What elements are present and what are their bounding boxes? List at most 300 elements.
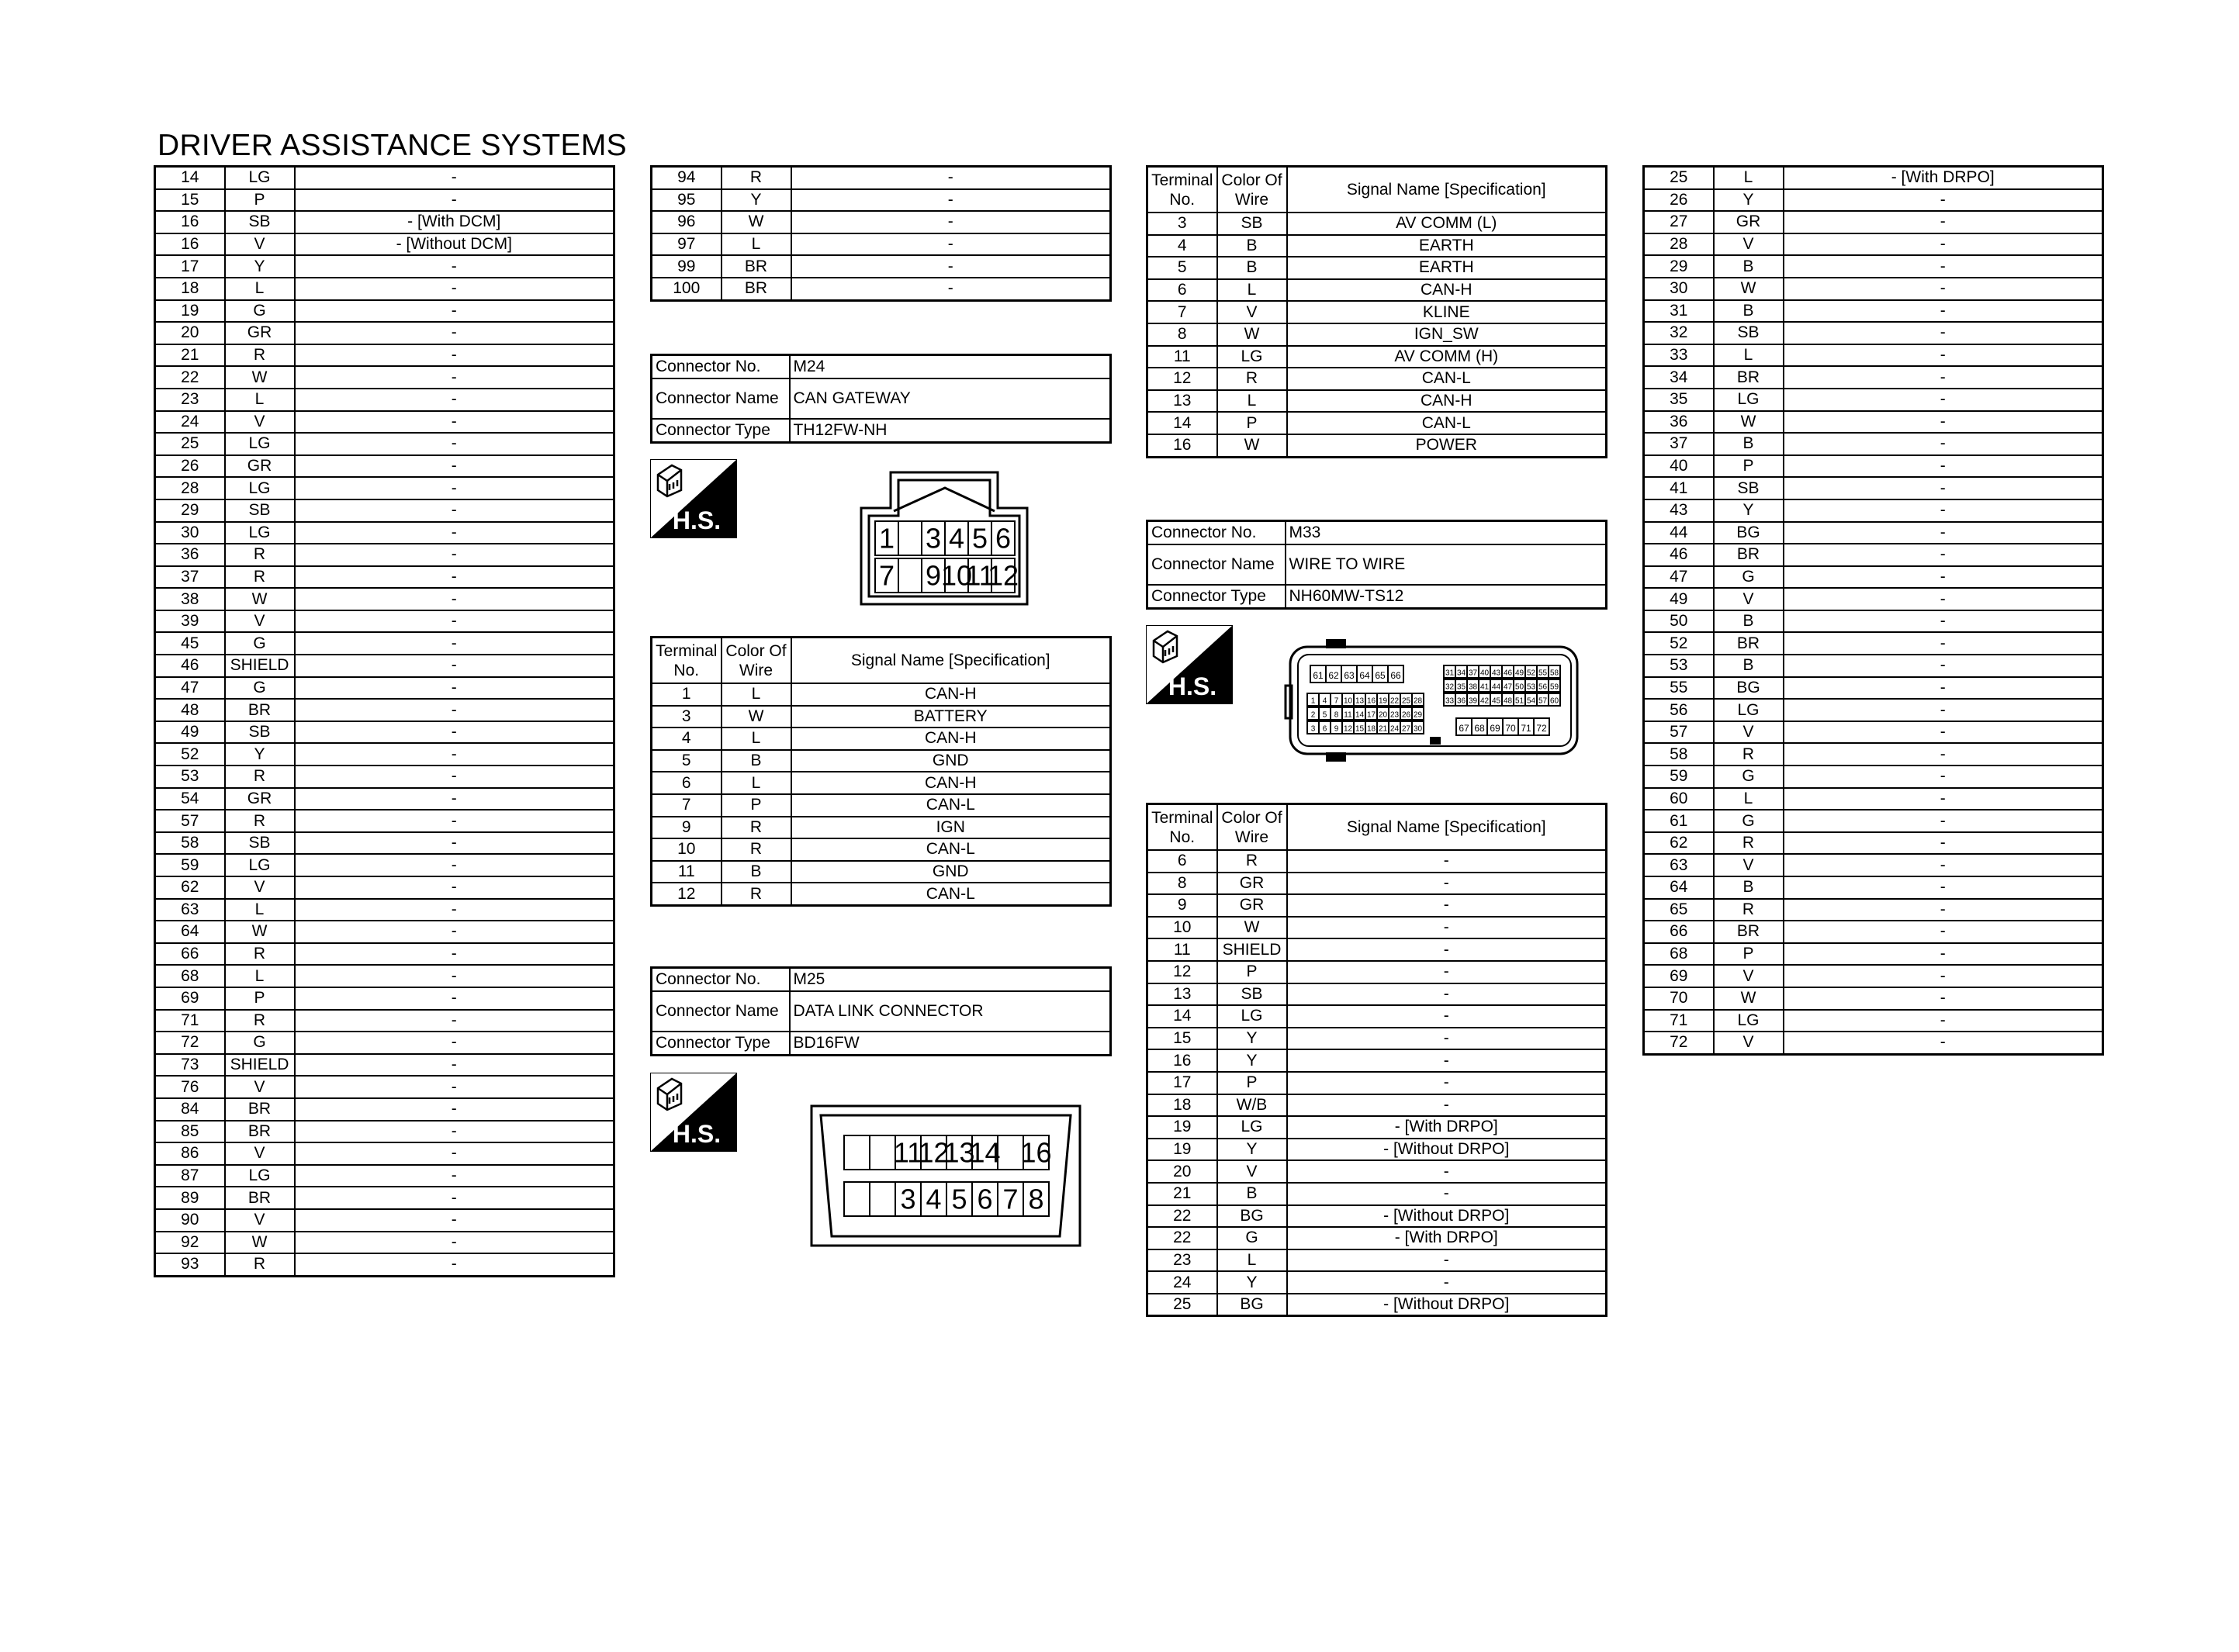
wire-color-cell: L bbox=[1714, 788, 1784, 810]
m24-connector-no: M24 bbox=[790, 355, 1111, 379]
terminal-no-cell: 68 bbox=[155, 965, 225, 987]
wire-color-cell: BG bbox=[1714, 522, 1784, 544]
m33-connector-face-diagram bbox=[1284, 638, 1579, 767]
wire-color-cell: R bbox=[225, 566, 295, 589]
signal-name-cell: CAN-H bbox=[791, 772, 1111, 794]
wire-color-cell: LG bbox=[225, 522, 295, 544]
hs-harness-side-icon bbox=[650, 1073, 737, 1156]
wire-color-cell: V bbox=[1217, 1160, 1287, 1183]
terminal-no-cell: 30 bbox=[1644, 278, 1714, 300]
signal-name-cell: - bbox=[295, 721, 614, 744]
terminal-no-cell: 16 bbox=[1147, 434, 1217, 457]
signal-name-cell: - bbox=[295, 788, 614, 810]
signal-name-cell: - bbox=[295, 411, 614, 434]
wire-color-cell: LG bbox=[225, 167, 295, 189]
m33-pin-label: 1 bbox=[1310, 696, 1316, 706]
wire-color-cell: BG bbox=[1714, 677, 1784, 700]
signal-name-cell: - bbox=[295, 1209, 614, 1232]
table-row bbox=[1147, 850, 1607, 873]
signal-name-cell: - [Without DRPO] bbox=[1287, 1205, 1607, 1228]
wire-color-cell: B bbox=[1217, 257, 1287, 279]
table-row bbox=[652, 189, 1111, 212]
connector-no-label: Connector No. bbox=[652, 355, 790, 379]
wire-color-cell: LG bbox=[1217, 346, 1287, 368]
wire-color-cell: V bbox=[225, 411, 295, 434]
table-row bbox=[1644, 255, 2103, 278]
table-row bbox=[155, 588, 614, 610]
m33-pin-label: 14 bbox=[1355, 710, 1365, 720]
signal-name-cell: - bbox=[295, 610, 614, 633]
wire-color-cell: LG bbox=[225, 854, 295, 876]
wire-color-cell: R bbox=[722, 167, 791, 189]
terminal-no-cell: 40 bbox=[1644, 455, 1714, 478]
table-row bbox=[652, 255, 1111, 278]
terminal-no-cell: 24 bbox=[155, 411, 225, 434]
terminal-no-cell: 29 bbox=[1644, 255, 1714, 278]
terminal-no-cell: 61 bbox=[1644, 810, 1714, 832]
signal-name-cell: - bbox=[295, 832, 614, 855]
col1-terminal-table-wrap bbox=[154, 165, 615, 1277]
wire-color-cell: B bbox=[1714, 433, 1784, 455]
table-row bbox=[1644, 499, 2103, 522]
terminal-no-cell: 3 bbox=[652, 706, 722, 728]
terminal-no-cell: 9 bbox=[1147, 894, 1217, 917]
terminal-no-cell: 26 bbox=[1644, 189, 1714, 212]
terminal-no-cell: 34 bbox=[1644, 366, 1714, 389]
table-row bbox=[155, 566, 614, 589]
wire-color-cell: BR bbox=[1714, 366, 1784, 389]
signal-name-cell: GND bbox=[791, 861, 1111, 883]
wire-color-cell: B bbox=[1217, 235, 1287, 257]
table-row bbox=[155, 167, 614, 189]
signal-name-cell: - bbox=[1784, 699, 2103, 721]
terminal-no-cell: 7 bbox=[1147, 301, 1217, 323]
terminal-no-cell: 36 bbox=[155, 544, 225, 566]
m24-pin-label: 7 bbox=[878, 559, 895, 592]
signal-name-cell: - [Without DCM] bbox=[295, 233, 614, 256]
terminal-no-header: Terminal No. bbox=[652, 638, 722, 684]
signal-name-cell: - bbox=[1784, 211, 2103, 233]
signal-name-cell: - bbox=[1784, 278, 2103, 300]
table-row bbox=[155, 987, 614, 1010]
connector-type-label: Connector Type bbox=[1147, 585, 1286, 609]
m33-pin-label: 50 bbox=[1514, 683, 1524, 692]
table-row bbox=[1147, 1249, 1607, 1272]
terminal-no-cell: 69 bbox=[1644, 965, 1714, 987]
signal-name-cell: - bbox=[295, 344, 614, 367]
wire-color-cell: Y bbox=[1217, 1271, 1287, 1294]
table-row bbox=[155, 389, 614, 411]
wire-color-cell: LG bbox=[1714, 389, 1784, 411]
table-row bbox=[652, 683, 1111, 706]
terminal-no-cell: 33 bbox=[1644, 344, 1714, 367]
signal-name-cell: - bbox=[295, 477, 614, 499]
m33-pin-label: 39 bbox=[1468, 696, 1478, 706]
color-of-wire-header: Color Of Wire bbox=[722, 638, 791, 684]
col4-terminal-table bbox=[1642, 165, 2104, 1056]
signal-name-cell: - bbox=[295, 1032, 614, 1054]
signal-name-cell: - bbox=[1784, 499, 2103, 522]
wire-color-cell: W bbox=[225, 921, 295, 943]
m33-pin-label: 42 bbox=[1479, 696, 1490, 706]
terminal-no-cell: 14 bbox=[1147, 1005, 1217, 1028]
table-row bbox=[155, 766, 614, 788]
signal-name-cell: - bbox=[295, 455, 614, 478]
terminal-no-cell: 20 bbox=[1147, 1160, 1217, 1183]
terminal-no-cell: 62 bbox=[155, 876, 225, 899]
wire-color-cell: R bbox=[722, 883, 791, 905]
table-row bbox=[155, 455, 614, 478]
wire-color-cell: W bbox=[1217, 323, 1287, 346]
terminal-no-cell: 19 bbox=[155, 300, 225, 323]
terminal-no-cell: 56 bbox=[1644, 699, 1714, 721]
terminal-no-cell: 63 bbox=[155, 899, 225, 921]
table-row bbox=[1644, 344, 2103, 367]
signal-name-cell: - bbox=[1784, 965, 2103, 987]
signal-name-cell: - bbox=[1287, 1028, 1607, 1050]
signal-name-cell: - bbox=[295, 1010, 614, 1032]
table-row bbox=[1147, 1160, 1607, 1183]
table-row bbox=[1644, 322, 2103, 344]
terminal-no-cell: 59 bbox=[1644, 766, 1714, 788]
m33-pin-label: 23 bbox=[1389, 710, 1400, 720]
wire-color-cell: V bbox=[1714, 588, 1784, 610]
table-row bbox=[155, 366, 614, 389]
signal-name-cell: CAN-H bbox=[1287, 390, 1607, 413]
signal-name-cell: - bbox=[1287, 894, 1607, 917]
terminal-no-cell: 59 bbox=[155, 854, 225, 876]
table-row bbox=[1644, 876, 2103, 899]
table-row bbox=[652, 838, 1111, 861]
wire-color-cell: R bbox=[1217, 850, 1287, 873]
m33-pin-label: 57 bbox=[1538, 696, 1548, 706]
terminal-no-cell: 58 bbox=[1644, 743, 1714, 766]
wire-color-cell: Y bbox=[1217, 1028, 1287, 1050]
terminal-no-cell: 72 bbox=[1644, 1032, 1714, 1054]
wire-color-cell: SHIELD bbox=[225, 1054, 295, 1077]
table-row bbox=[652, 772, 1111, 794]
terminal-no-cell: 11 bbox=[1147, 938, 1217, 961]
signal-name-cell: - [Without DRPO] bbox=[1287, 1139, 1607, 1161]
terminal-no-cell: 62 bbox=[1644, 832, 1714, 855]
signal-name-cell: - [With DRPO] bbox=[1287, 1116, 1607, 1139]
m33-pin-label: 34 bbox=[1456, 669, 1466, 678]
wire-color-cell: V bbox=[1217, 301, 1287, 323]
terminal-no-cell: 31 bbox=[1644, 300, 1714, 323]
wire-color-cell: W bbox=[225, 366, 295, 389]
m24-connector-info bbox=[650, 354, 1112, 444]
signal-name-cell: - bbox=[1784, 743, 2103, 766]
m24-pin-label: 11 bbox=[965, 559, 995, 592]
signal-name-cell: - bbox=[1784, 411, 2103, 434]
terminal-no-cell: 35 bbox=[1644, 389, 1714, 411]
signal-name-cell: - bbox=[1784, 943, 2103, 966]
table-row bbox=[652, 883, 1111, 905]
table-row bbox=[652, 861, 1111, 883]
wire-color-cell: BR bbox=[722, 278, 791, 300]
connector-no-label: Connector No. bbox=[1147, 521, 1286, 545]
table-row bbox=[1147, 390, 1607, 413]
signal-name-cell: - bbox=[1287, 1271, 1607, 1294]
hs-label: H.S. bbox=[1168, 672, 1217, 700]
table-row bbox=[155, 1232, 614, 1254]
table-row bbox=[155, 921, 614, 943]
table-row bbox=[1644, 699, 2103, 721]
signal-name-cell: - bbox=[295, 499, 614, 522]
wire-color-cell: R bbox=[1217, 368, 1287, 390]
terminal-no-cell: 10 bbox=[1147, 917, 1217, 939]
m33-pin-label: 72 bbox=[1536, 723, 1547, 734]
table-row bbox=[155, 1098, 614, 1121]
signal-name-cell: - bbox=[295, 1142, 614, 1165]
m25-pin-label: 7 bbox=[1002, 1183, 1019, 1215]
wire-color-cell: L bbox=[225, 389, 295, 411]
terminal-no-cell: 71 bbox=[1644, 1010, 1714, 1032]
terminal-no-cell: 66 bbox=[1644, 921, 1714, 943]
wire-color-cell: GR bbox=[225, 455, 295, 478]
m33-pin-label: 2 bbox=[1310, 710, 1316, 720]
wire-color-cell: BR bbox=[225, 1187, 295, 1209]
wire-color-cell: SB bbox=[1217, 983, 1287, 1006]
signal-name-cell: GND bbox=[791, 750, 1111, 772]
signal-name-cell: - bbox=[295, 167, 614, 189]
terminal-no-cell: 50 bbox=[1644, 610, 1714, 633]
terminal-no-cell: 5 bbox=[652, 750, 722, 772]
table-row bbox=[155, 344, 614, 367]
signal-name-cell: - bbox=[1287, 1049, 1607, 1072]
wire-color-cell: SB bbox=[225, 832, 295, 855]
signal-name-cell: - bbox=[1287, 850, 1607, 873]
terminal-no-cell: 39 bbox=[155, 610, 225, 633]
terminal-no-cell: 68 bbox=[1644, 943, 1714, 966]
m24-pin-cavity bbox=[898, 521, 922, 555]
wire-color-cell: Y bbox=[225, 255, 295, 278]
wire-color-cell: G bbox=[1714, 566, 1784, 589]
table-row bbox=[155, 943, 614, 966]
signal-name-cell: - bbox=[1784, 477, 2103, 499]
terminal-no-cell: 14 bbox=[1147, 412, 1217, 434]
terminal-no-cell: 21 bbox=[155, 344, 225, 367]
wire-color-cell: V bbox=[1714, 965, 1784, 987]
signal-name-cell: - bbox=[1784, 766, 2103, 788]
terminal-no-cell: 76 bbox=[155, 1076, 225, 1098]
wire-color-cell: R bbox=[722, 817, 791, 839]
wire-color-cell: SHIELD bbox=[225, 655, 295, 677]
m25-pin-label: 8 bbox=[1028, 1183, 1044, 1215]
table-row bbox=[1644, 455, 2103, 478]
m24-connector-type: TH12FW-NH bbox=[790, 419, 1111, 443]
table-row bbox=[1147, 1049, 1607, 1072]
signal-name-cell: - bbox=[791, 255, 1111, 278]
table-row bbox=[652, 817, 1111, 839]
signal-name-cell: - bbox=[295, 854, 614, 876]
terminal-no-cell: 29 bbox=[155, 499, 225, 522]
m33-pin-label: 51 bbox=[1514, 696, 1524, 706]
wire-color-cell: GR bbox=[225, 322, 295, 344]
table-row bbox=[1644, 899, 2103, 921]
terminal-no-cell: 53 bbox=[1644, 655, 1714, 677]
m33-pin-label: 38 bbox=[1468, 683, 1478, 692]
m24-terminal-table-wrap bbox=[650, 636, 1112, 907]
wire-color-cell: SB bbox=[1217, 213, 1287, 235]
m33-pin-label: 30 bbox=[1413, 724, 1423, 734]
wire-color-cell: B bbox=[1714, 255, 1784, 278]
m33-pin-label: 31 bbox=[1445, 669, 1455, 678]
table-row bbox=[155, 278, 614, 300]
wire-color-cell: V bbox=[225, 876, 295, 899]
terminal-no-cell: 5 bbox=[1147, 257, 1217, 279]
wire-color-cell: Y bbox=[1217, 1049, 1287, 1072]
wire-color-cell: B bbox=[1714, 876, 1784, 899]
signal-name-cell: - bbox=[1784, 344, 2103, 367]
terminal-no-cell: 16 bbox=[155, 211, 225, 233]
table-row bbox=[155, 788, 614, 810]
table-row bbox=[1644, 743, 2103, 766]
terminal-no-cell: 65 bbox=[1644, 899, 1714, 921]
signal-name-cell: - bbox=[1784, 854, 2103, 876]
table-row bbox=[1644, 965, 2103, 987]
terminal-no-cell: 19 bbox=[1147, 1139, 1217, 1161]
table-row bbox=[155, 1142, 614, 1165]
signal-name-cell: - bbox=[295, 544, 614, 566]
terminal-no-cell: 8 bbox=[1147, 323, 1217, 346]
signal-name-cell: - bbox=[1784, 522, 2103, 544]
table-row bbox=[1147, 873, 1607, 895]
terminal-no-cell: 92 bbox=[155, 1232, 225, 1254]
m25-pin-cavity bbox=[844, 1135, 870, 1170]
m24-pin-label: 4 bbox=[948, 522, 965, 555]
wire-color-cell: R bbox=[225, 344, 295, 367]
table-row bbox=[155, 544, 614, 566]
signal-name-cell: - bbox=[295, 1076, 614, 1098]
m25-pin-label: 12 bbox=[918, 1136, 950, 1169]
connector-name-label: Connector Name bbox=[652, 378, 790, 419]
m33-pin-label: 18 bbox=[1366, 724, 1376, 734]
wire-color-cell: R bbox=[225, 1253, 295, 1276]
m24-terminal-table bbox=[650, 636, 1112, 907]
signal-name-cell: - bbox=[1784, 810, 2103, 832]
signal-name-cell: - bbox=[1287, 938, 1607, 961]
wire-color-cell: GR bbox=[1217, 894, 1287, 917]
m25-pin-label: 3 bbox=[900, 1183, 916, 1215]
wire-color-cell: L bbox=[1217, 279, 1287, 302]
table-row bbox=[155, 1187, 614, 1209]
wire-color-cell: Y bbox=[225, 743, 295, 766]
terminal-no-cell: 54 bbox=[155, 788, 225, 810]
signal-name-cell: - bbox=[295, 1121, 614, 1143]
table-row bbox=[1147, 917, 1607, 939]
terminal-no-cell: 94 bbox=[652, 167, 722, 189]
wire-color-cell: BR bbox=[1714, 632, 1784, 655]
terminal-no-cell: 69 bbox=[155, 987, 225, 1010]
terminal-no-cell: 64 bbox=[155, 921, 225, 943]
wire-color-cell: V bbox=[1714, 1032, 1784, 1054]
terminal-no-header: Terminal No. bbox=[1147, 167, 1217, 213]
m33-pin-label: 70 bbox=[1505, 723, 1516, 734]
m33-connector-info bbox=[1146, 520, 1607, 610]
terminal-no-cell: 85 bbox=[155, 1121, 225, 1143]
wire-color-cell: SB bbox=[225, 499, 295, 522]
hs-harness-side-icon bbox=[1146, 625, 1233, 708]
signal-name-cell: - [With DRPO] bbox=[1287, 1227, 1607, 1249]
signal-name-cell: - bbox=[1287, 873, 1607, 895]
m33-pin-label: 26 bbox=[1401, 710, 1411, 720]
m33-pin-label: 46 bbox=[1503, 669, 1513, 678]
m33-pin-label: 17 bbox=[1366, 710, 1376, 720]
signal-name-cell: - bbox=[1784, 876, 2103, 899]
m33-pin-label: 36 bbox=[1456, 696, 1466, 706]
m33-pin-label: 56 bbox=[1538, 683, 1548, 692]
table-row bbox=[155, 1121, 614, 1143]
signal-name-cell: - bbox=[1784, 832, 2103, 855]
wire-color-cell: BR bbox=[722, 255, 791, 278]
m33-pin-label: 19 bbox=[1378, 696, 1388, 706]
terminal-no-cell: 44 bbox=[1644, 522, 1714, 544]
table-row bbox=[652, 233, 1111, 256]
wire-color-cell: Y bbox=[1714, 189, 1784, 212]
terminal-no-cell: 20 bbox=[155, 322, 225, 344]
table-row bbox=[1644, 544, 2103, 566]
m33-pin-label: 58 bbox=[1549, 669, 1559, 678]
m25-pin-label: 16 bbox=[1020, 1136, 1052, 1169]
wire-color-cell: G bbox=[225, 300, 295, 323]
terminal-no-cell: 15 bbox=[1147, 1028, 1217, 1050]
wire-color-cell: V bbox=[225, 1076, 295, 1098]
signal-name-cell: - bbox=[295, 1253, 614, 1276]
connector-type-label: Connector Type bbox=[652, 1032, 790, 1056]
table-row bbox=[1644, 832, 2103, 855]
signal-name-cell: - bbox=[1287, 1160, 1607, 1183]
terminal-no-header: Terminal No. bbox=[1147, 804, 1217, 851]
page-title: DRIVER ASSISTANCE SYSTEMS bbox=[157, 129, 627, 162]
m25-connector-info bbox=[650, 966, 1112, 1056]
terminal-no-cell: 97 bbox=[652, 233, 722, 256]
m25-pin-label: 4 bbox=[926, 1183, 942, 1215]
signal-name-cell: AV COMM (L) bbox=[1287, 213, 1607, 235]
terminal-no-cell: 17 bbox=[155, 255, 225, 278]
terminal-no-cell: 70 bbox=[1644, 987, 1714, 1010]
m33-terminal-table bbox=[1146, 803, 1607, 1317]
signal-name-cell: - bbox=[295, 899, 614, 921]
signal-name-cell: CAN-H bbox=[1287, 279, 1607, 302]
terminal-no-cell: 49 bbox=[155, 721, 225, 744]
terminal-no-cell: 11 bbox=[652, 861, 722, 883]
wire-color-cell: B bbox=[1714, 655, 1784, 677]
terminal-no-cell: 72 bbox=[155, 1032, 225, 1054]
m25-pin-label: 11 bbox=[893, 1136, 923, 1169]
signal-name-cell: - bbox=[1784, 1010, 2103, 1032]
terminal-no-cell: 93 bbox=[155, 1253, 225, 1276]
table-row bbox=[155, 965, 614, 987]
wire-color-cell: P bbox=[1217, 1072, 1287, 1094]
terminal-no-cell: 55 bbox=[1644, 677, 1714, 700]
signal-name-header: Signal Name [Specification] bbox=[791, 638, 1111, 684]
signal-name-cell: - bbox=[295, 1187, 614, 1209]
terminal-no-cell: 46 bbox=[1644, 544, 1714, 566]
table-row bbox=[1147, 235, 1607, 257]
wire-color-cell: R bbox=[1714, 743, 1784, 766]
signal-name-cell: - bbox=[295, 189, 614, 212]
table-row bbox=[1644, 810, 2103, 832]
wire-color-cell: BR bbox=[225, 1121, 295, 1143]
m33-pin-label: 13 bbox=[1355, 696, 1365, 706]
signal-name-cell: - bbox=[1784, 788, 2103, 810]
m33-pin-label: 53 bbox=[1526, 683, 1536, 692]
table-row bbox=[1147, 1294, 1607, 1316]
terminal-no-cell: 99 bbox=[652, 255, 722, 278]
wire-color-cell: BR bbox=[1714, 544, 1784, 566]
terminal-no-cell: 23 bbox=[155, 389, 225, 411]
